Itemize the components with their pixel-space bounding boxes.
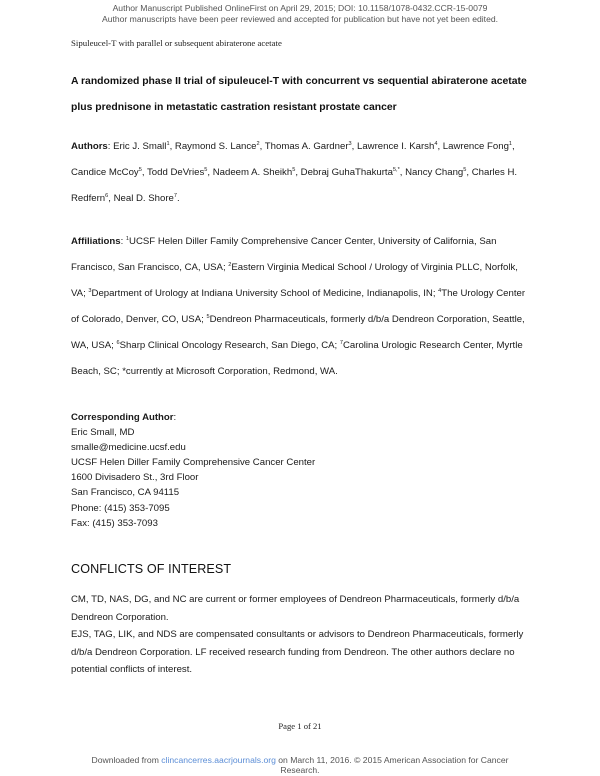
contact-institution: UCSF Helen Diller Family Comprehensive Cancer Center xyxy=(71,457,316,469)
author-separator: , xyxy=(169,141,175,152)
affiliation-text: Carolina Urologic Research Center, Myrtle Beach, SC; xyxy=(71,340,523,377)
contact-name: Eric Small, MD xyxy=(71,427,135,439)
author-separator: , xyxy=(437,141,443,152)
author-separator: . xyxy=(177,193,180,204)
author-name: Nancy Chang xyxy=(405,167,464,178)
author-affiliation-marker: 6 xyxy=(105,192,109,199)
author-name: Thomas A. Gardner xyxy=(264,141,349,152)
author-separator: , xyxy=(207,167,213,178)
affiliation-marker: 1 xyxy=(125,235,130,242)
authors-block: Authors: Eric J. Small$^1$, Raymond S. Lance$^2$, Thomas A. Gardner$^3$, Lawrence I. Karsh$^4$, Lawrence Fong$^1$, Candice McCoy$^5$, Todd DeVries$^5$, Nadeem A. Sheikh$^5$, Debraj GuhaThakurta$^{5,*}$, Nancy Chang$^5$, Charles H. Redfern$^6$, Neal D. Shore$^7$. xyxy=(71,140,518,204)
conflicts-paragraph-1: CM, TD, NAS, DG, and NC are current or former employees of Dendreon Pharmaceuticals, formerly d/b/a Dendreon Corporation. xyxy=(71,594,520,623)
affiliation-marker: 3 xyxy=(88,287,92,294)
author-separator: , xyxy=(108,193,114,204)
author-affiliation-marker: 5 xyxy=(138,166,142,173)
author-affiliation-marker: 1 xyxy=(166,140,170,147)
author-affiliation-marker: 3 xyxy=(348,140,352,147)
author-affiliation-marker: 5,* xyxy=(392,166,400,173)
author-affiliation-marker: 2 xyxy=(256,140,260,147)
affiliation-text: Sharp Clinical Oncology Research, San Diego, CA; xyxy=(119,340,340,351)
contact-street: 1600 Divisadero St., 3rd Floor xyxy=(71,472,199,484)
contact-phone: Phone: (415) 353-7095 xyxy=(71,502,170,514)
author-name: Charles H. Redfern xyxy=(71,167,518,204)
banner-notice-line: Author manuscripts have been peer reviewed and accepted for publication but have not yet been edited. xyxy=(101,13,499,24)
author-affiliation-marker: 5 xyxy=(292,166,296,173)
affiliations-label: Affiliations xyxy=(71,236,121,247)
author-name: Lawrence I. Karsh xyxy=(356,141,435,152)
paper-title: A randomized phase II trial of sipuleucel-T with concurrent vs sequential abiraterone acetate plus prednisone in metastatic castration resistant prostate cancer xyxy=(71,76,527,113)
author-name: Debraj GuhaThakurta xyxy=(300,167,393,178)
author-separator: , xyxy=(399,167,406,178)
author-separator: , xyxy=(295,167,301,178)
footer-prefix: Downloaded from xyxy=(91,755,162,765)
banner-doi-line: Author Manuscript Published OnlineFirst on April 29, 2015; DOI: 10.1158/1078-0432.CCR-15-0079 xyxy=(112,3,488,13)
author-name: Todd DeVries xyxy=(147,167,205,178)
running-header: Sipuleucel-T with parallel or subsequent abiraterone acetate xyxy=(71,38,282,48)
author-name: Neal D. Shore xyxy=(113,193,174,204)
affiliation-marker: 2 xyxy=(228,261,232,268)
author-affiliation-marker: 4 xyxy=(434,140,438,147)
author-separator: , xyxy=(141,167,148,178)
affiliation-text: Eastern Virginia Medical School / Urology of Virginia PLLC, Norfolk, VA; xyxy=(71,262,518,299)
authors-list xyxy=(71,141,517,204)
corresponding-author-label: Corresponding Author xyxy=(71,412,174,423)
author-separator: , xyxy=(259,141,265,152)
conflicts-paragraph-2: EJS, TAG, LIK, and NDS are compensated consultants or advisors to Dendreon Pharmaceuticals, formerly d/b/a Dendreon Corporation. LF received research funding from Dendreon. The other authors declare no potential conflicts of interest. xyxy=(71,629,524,675)
affiliation-marker: 7 xyxy=(339,339,343,346)
author-separator: , xyxy=(351,141,357,152)
footer-suffix: on March 11, 2016. © 2015 American Association for Cancer Research. xyxy=(275,755,509,776)
affiliation-text: UCSF Helen Diller Family Comprehensive Cancer Center, University of California, San Francisco, San Francisco, CA, USA; xyxy=(71,236,497,273)
affiliation-marker: 6 xyxy=(116,339,120,346)
affiliation-text: Dendreon Pharmaceuticals, formerly d/b/a Dendreon Corporation, Seattle, WA, USA; xyxy=(71,314,525,351)
author-affiliation-marker: 1 xyxy=(508,140,513,147)
author-name: Candice McCoy xyxy=(71,167,139,178)
author-separator: , xyxy=(466,167,472,178)
author-name: Raymond S. Lance xyxy=(174,141,257,152)
author-separator: , xyxy=(512,141,515,152)
author-affiliation-marker: 7 xyxy=(173,192,177,199)
affiliation-marker: 5 xyxy=(206,313,210,320)
author-affiliation-marker: 5 xyxy=(463,166,467,173)
affiliation-text: The Urology Center of Colorado, Denver, CO, USA; xyxy=(71,288,526,325)
affiliations-block: Affiliations: $^1$UCSF Helen Diller Family Comprehensive Cancer Center, University of California, San Francisco, San Francisco, CA, USA; $^2$Eastern Virginia Medical School / Urology of Virginia PLLC, Norfolk, VA; $^3$Department of Urology at Indiana University School of Medicine, Indianapolis, IN; $^4$The Urology Center of Colorado, Denver, CO, USA; $^5$Dendreon Pharmaceuticals, formerly d/b/a Dendreon Corporation, Seattle, WA, USA; $^6$Sharp Clinical Oncology Research, San Diego, CA; $^7$Carolina Urologic Research Center, Myrtle Beach, SC; *currently at Microsoft Corporation, Redmond, WA. xyxy=(71,235,526,377)
contact-fax: Fax: (415) 353-7093 xyxy=(71,517,158,529)
manuscript-banner xyxy=(0,3,600,24)
affiliation-note: *currently at Microsoft Corporation, Redmond, WA. xyxy=(122,366,338,377)
page-number: Page 1 of 21 xyxy=(278,721,322,731)
corresponding-author-block: Corresponding Author: Eric Small, MD smalle@medicine.ucsf.edu UCSF Helen Diller Family Comprehensive Cancer Center 1600 Divisadero St., 3rd Floor San Francisco, CA 94115 Phone: (415) 353-7095 Fax: (415) 353-7093 xyxy=(71,410,533,531)
footer-journal-link[interactable]: clincancerres.aacrjournals.org xyxy=(161,755,276,765)
conflicts-heading: CONFLICTS OF INTEREST xyxy=(71,562,232,576)
author-name: Eric J. Small xyxy=(113,141,167,152)
affiliation-text: Department of Urology at Indiana University School of Medicine, Indianapolis, IN; xyxy=(91,288,439,299)
contact-email: smalle@medicine.ucsf.edu xyxy=(71,442,186,454)
author-affiliation-marker: 5 xyxy=(204,166,208,173)
affiliation-marker: 4 xyxy=(438,287,442,294)
affiliations-list xyxy=(71,236,525,377)
author-name: Nadeem A. Sheikh xyxy=(212,167,293,178)
contact-city: San Francisco, CA 94115 xyxy=(71,487,180,499)
author-name: Lawrence Fong xyxy=(442,141,509,152)
download-footer xyxy=(80,755,520,775)
authors-label: Authors xyxy=(71,141,108,152)
